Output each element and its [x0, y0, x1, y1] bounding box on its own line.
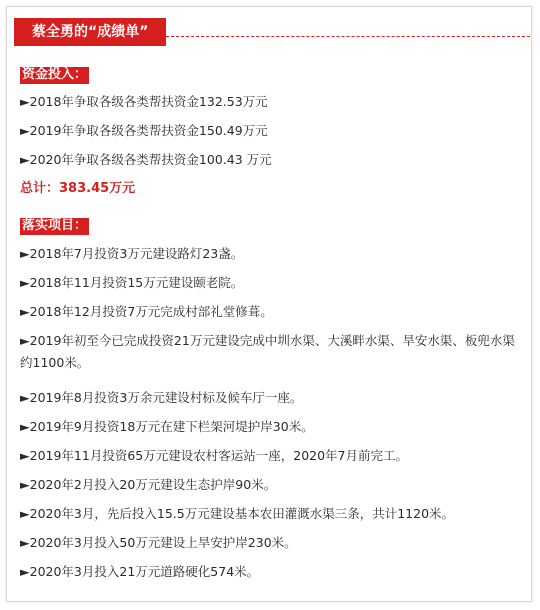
project-item: ►2018年11月投资15万元建设颐老院。: [20, 275, 244, 290]
funding-item: ►2020年争取各级各类帮扶资金100.43 万元: [20, 152, 272, 167]
funding-total: 总计：383.45万元: [20, 181, 136, 196]
title-banner: [14, 18, 530, 46]
dashed-divider: [166, 36, 530, 37]
project-item: ►2018年7月投资3万元建设路灯23盏。: [20, 246, 244, 261]
project-item: ►2019年8月投资3万余元建设村标及候车厅一座。: [20, 390, 303, 405]
projects-section-label: 落实项目：: [22, 218, 88, 233]
project-item: ►2020年3月投入50万元建设上旱安护岸230米。: [20, 535, 297, 550]
project-item: ►2019年初至今已完成投资21万元建设完成中圳水渠、大溪畔水渠、旱安水渠、板兜水渠约1100米。: [20, 333, 515, 370]
funding-item: ►2018年争取各级各类帮扶资金132.53万元: [20, 94, 268, 109]
project-item: ►2018年12月投资7万元完成村部礼堂修葺。: [20, 304, 273, 319]
funding-section-label: 资金投入：: [22, 67, 88, 82]
page-title: 蔡全勇的“成绩单”: [14, 18, 166, 46]
project-item: ►2020年3月投入21万元道路硬化574米。: [20, 564, 260, 579]
project-item: ►2020年2月投入20万元建设生态护岸90米。: [20, 477, 277, 492]
project-item: ►2020年3月，先后投入15.5万元建设基本农田灌溉水渠三条，共计1120米。: [20, 506, 455, 521]
project-item: ►2019年9月投资18万元在建下栏架河堤护岸30米。: [20, 419, 314, 434]
project-item: ►2019年11月投资65万元建设农村客运站一座，2020年7月前完工。: [20, 448, 409, 463]
funding-item: ►2019年争取各级各类帮扶资金150.49万元: [20, 123, 268, 138]
